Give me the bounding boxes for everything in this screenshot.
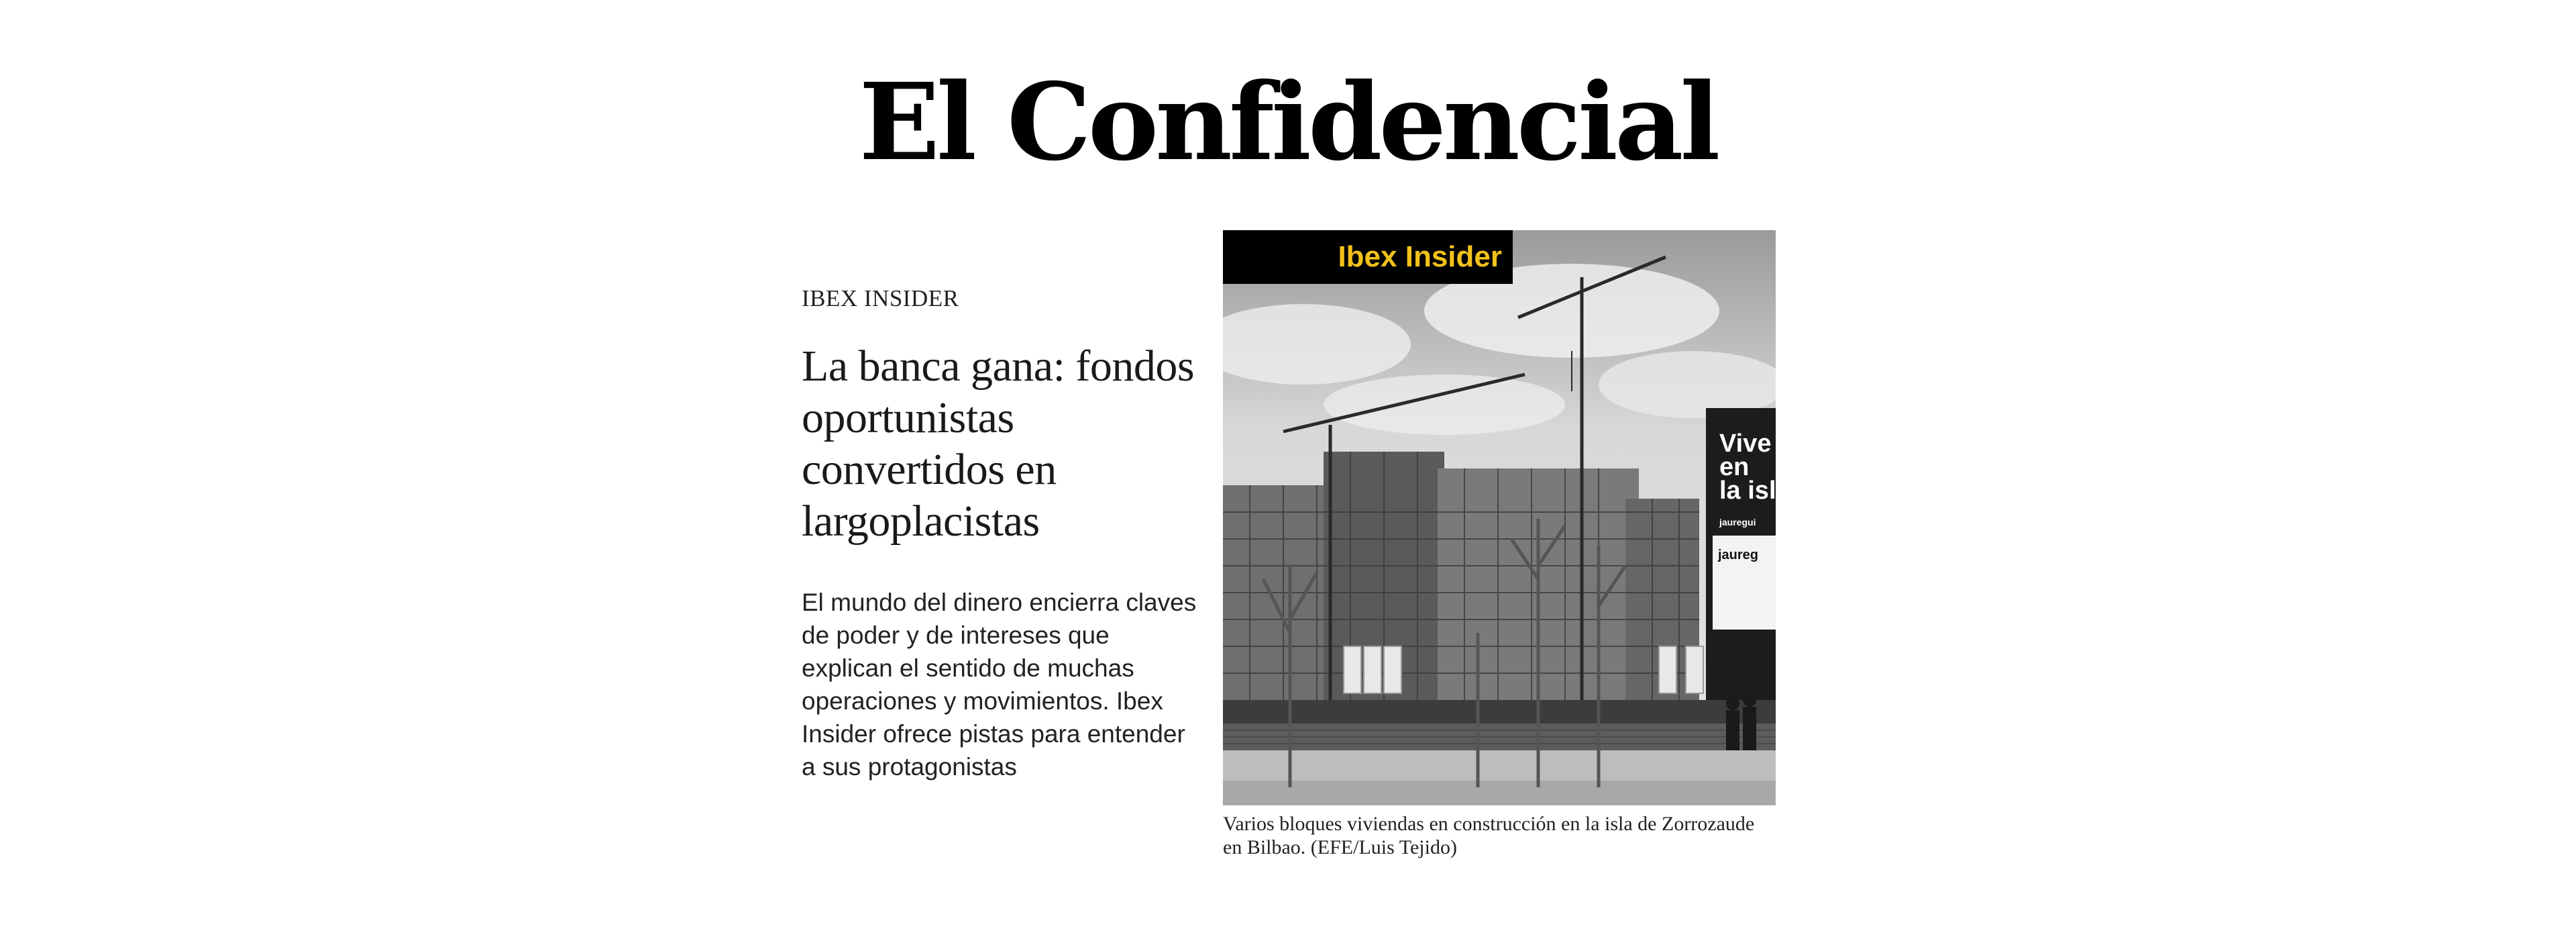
billboard-line-3: la isl bbox=[1719, 477, 1776, 505]
billboard-small: jauregui bbox=[1719, 517, 1756, 528]
article-text bbox=[802, 285, 1197, 783]
article-kicker[interactable]: IBEX INSIDER bbox=[802, 285, 959, 311]
article-figure bbox=[1223, 230, 1776, 859]
billboard-brand: jaureg bbox=[1718, 548, 1759, 562]
article-headline[interactable]: La banca gana: fondos oportunistas convertidos en largoplacistas bbox=[802, 342, 1195, 546]
photo-caption: Varios bloques viviendas en construcción en la isla de Zorrozaude en Bilbao. (EFE/Luis Tejido) bbox=[1223, 813, 1755, 858]
masthead-title[interactable]: El Confidencial bbox=[859, 60, 1717, 185]
article-photo[interactable] bbox=[1223, 230, 1776, 805]
construction-photo bbox=[1223, 230, 1776, 805]
ibex-insider-badge-label: Ibex Insider bbox=[1338, 240, 1502, 273]
article-summary: El mundo del dinero encierra claves de poder y de intereses que explican el sentido de muchas operaciones y movimientos. Ibex Insider ofrece pistas para entender a sus protagonistas bbox=[802, 589, 1197, 781]
billboard-line-2: en bbox=[1719, 453, 1750, 481]
billboard-line-1: Vive bbox=[1719, 430, 1772, 458]
